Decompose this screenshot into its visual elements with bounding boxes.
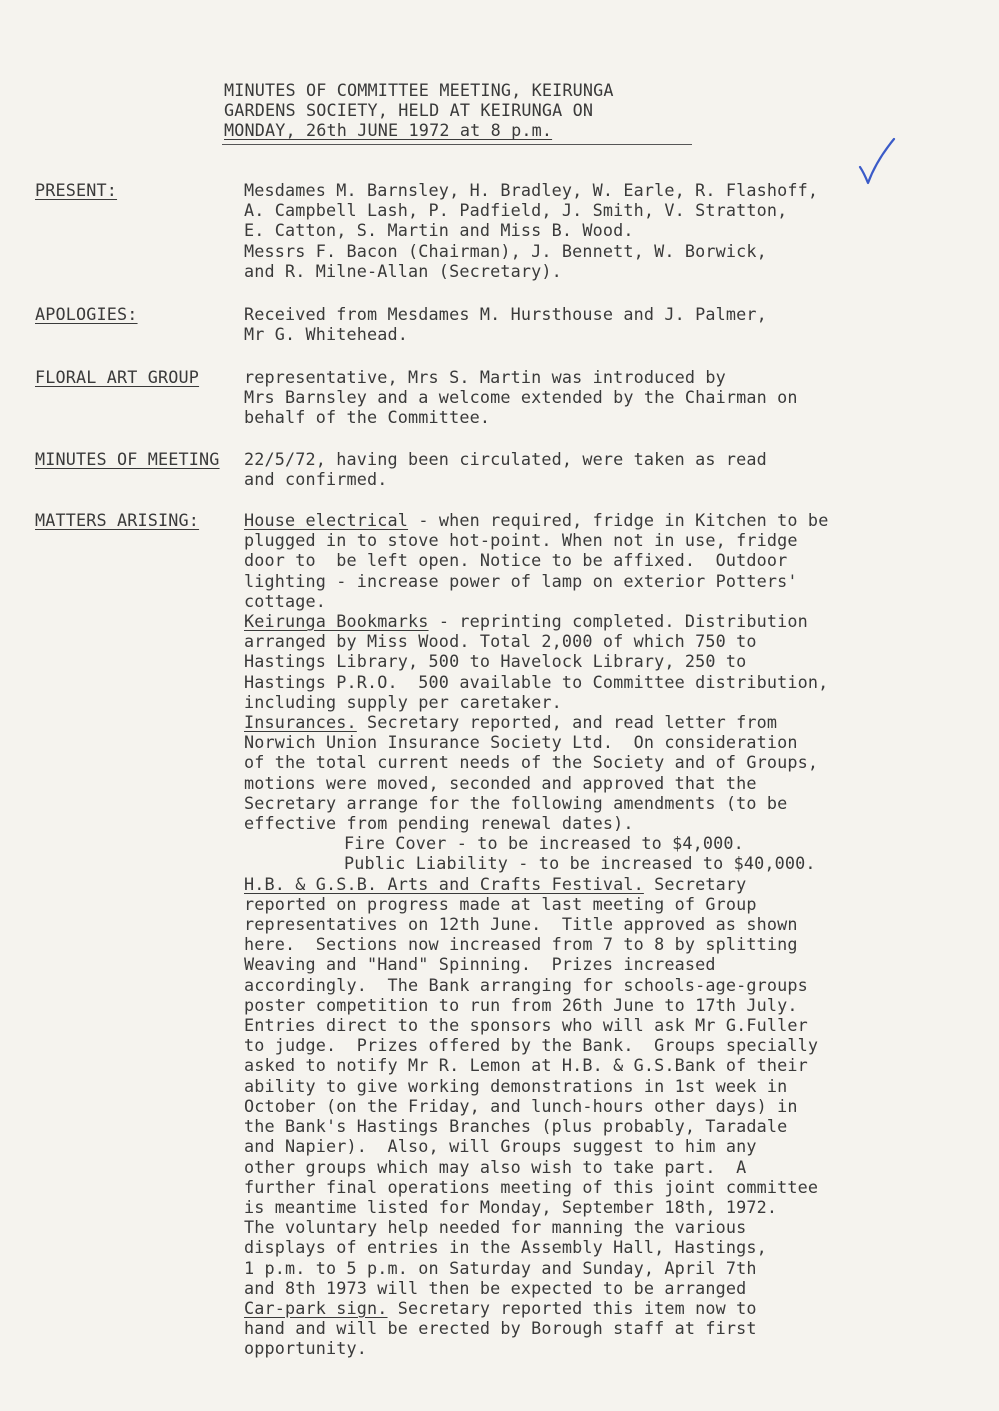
floral-art-group-section xyxy=(244,367,974,428)
fire-cover-line: Fire Cover - to be increased to $4,000. xyxy=(344,833,744,854)
bookmarks-text: - reprinting completed. Distribution xyxy=(428,611,808,632)
apologies-label: APOLOGIES: xyxy=(35,304,138,324)
minutes-of-meeting-label: MINUTES OF MEETING xyxy=(35,449,220,469)
festival-line: is meantime listed for Monday, September 18th, 1972. xyxy=(244,1196,778,1217)
apologies-line: Received from Mesdames M. Hursthouse and J. Palmer, xyxy=(244,304,767,324)
floral-art-group-label: FLORAL ART GROUP xyxy=(35,367,200,387)
festival-line xyxy=(244,874,974,894)
floral-line: behalf of the Committee. xyxy=(244,407,491,428)
present-line: Messrs F. Bacon (Chairman), J. Bennett, W. Borwick, xyxy=(244,240,767,261)
matters-arising-label: MATTERS ARISING: xyxy=(35,510,200,530)
festival-line: the Bank's Hastings Branches (plus probably, Taradale xyxy=(244,1116,788,1137)
house-line: door to be left open. Notice to be affixed. Outdoor xyxy=(244,550,788,571)
public-liability-line: Public Liability - to be increased to $40,000. xyxy=(344,853,816,874)
festival-line: other groups which may also wish to take part. A xyxy=(244,1156,747,1177)
house-electrical-line xyxy=(244,510,974,530)
festival-line: representatives on 12th June. Title approved as shown xyxy=(244,914,798,935)
festival-line: displays of entries in the Assembly Hall, Hastings, xyxy=(244,1237,767,1258)
festival-line: 1 p.m. to 5 p.m. on Saturday and Sunday, April 7th xyxy=(244,1257,757,1278)
insurances-heading: Insurances. xyxy=(244,712,357,733)
insurances-line: Norwich Union Insurance Society Ltd. On consideration xyxy=(244,732,798,753)
festival-text: Secretary xyxy=(643,873,747,894)
carpark-heading: Car-park sign. xyxy=(244,1297,388,1318)
festival-line: asked to notify Mr R. Lemon at H.B. & G.S.Bank of their xyxy=(244,1055,808,1076)
minutes-section xyxy=(244,449,974,489)
present-line: E. Catton, S. Martin and Miss B. Wood. xyxy=(244,220,634,241)
bookmarks-line: Hastings Library, 500 to Havelock Library, 250 to xyxy=(244,651,747,672)
title-line-1: MINUTES OF COMMITTEE MEETING, KEIRUNGA xyxy=(224,80,614,100)
festival-line: October (on the Friday, and lunch-hours other days) in xyxy=(244,1095,798,1116)
insurances-line: effective from pending renewal dates). xyxy=(244,813,634,834)
house-line: plugged in to stove hot-point. When not in use, fridge xyxy=(244,530,798,551)
present-line: A. Campbell Lash, P. Padfield, J. Smith, V. Stratton, xyxy=(244,200,788,221)
bookmarks-line xyxy=(244,611,974,631)
festival-heading: H.B. & G.S.B. Arts and Crafts Festival. xyxy=(244,873,644,894)
house-electrical-heading: House electrical xyxy=(244,510,409,530)
festival-line: Entries direct to the sponsors who will ask Mr G.Fuller xyxy=(244,1015,808,1036)
festival-line: ability to give working demonstrations in 1st week in xyxy=(244,1075,788,1096)
minutes-line: 22/5/72, having been circulated, were taken as read xyxy=(244,449,767,469)
festival-line: to judge. Prizes offered by the Bank. Groups specially xyxy=(244,1035,819,1056)
title-line-3: MONDAY, 26th JUNE 1972 at 8 p.m. xyxy=(224,120,553,141)
carpark-line xyxy=(244,1298,974,1318)
festival-line: poster competition to run from 26th June to 17th July. xyxy=(244,994,798,1015)
present-label: PRESENT: xyxy=(35,180,118,200)
festival-line: here. Sections now increased from 7 to 8 by splitting xyxy=(244,934,798,955)
matters-arising-section xyxy=(244,510,974,1359)
present-line: Mesdames M. Barnsley, H. Bradley, W. Earle, R. Flashoff, xyxy=(244,180,819,200)
present-line: and R. Milne-Allan (Secretary). xyxy=(244,260,562,281)
house-electrical-text: - when required, fridge in Kitchen to be xyxy=(408,510,829,530)
insurances-line: Secretary arrange for the following amendments (to be xyxy=(244,792,788,813)
house-line: lighting - increase power of lamp on exterior Potters' xyxy=(244,570,798,591)
bookmarks-line: including supply per caretaker. xyxy=(244,691,562,712)
title-line-2: GARDENS SOCIETY, HELD AT KEIRUNGA ON xyxy=(224,100,594,121)
festival-line: The voluntary help needed for manning the various xyxy=(244,1217,747,1238)
apologies-line: Mr G. Whitehead. xyxy=(244,324,409,345)
floral-line: Mrs Barnsley and a welcome extended by the Chairman on xyxy=(244,387,798,408)
insurances-line: motions were moved, seconded and approved that the xyxy=(244,772,757,793)
floral-line: representative, Mrs S. Martin was introduced by xyxy=(244,367,726,387)
festival-line: further final operations meeting of this joint committee xyxy=(244,1176,819,1197)
bookmarks-line: arranged by Miss Wood. Total 2,000 of which 750 to xyxy=(244,631,757,652)
festival-line: and 8th 1973 will then be expected to be arranged xyxy=(244,1277,747,1298)
insurances-text: Secretary reported, and read letter from xyxy=(356,712,778,733)
insurances-line: of the total current needs of the Society and of Groups, xyxy=(244,752,819,773)
carpark-line: hand and will be erected by Borough staff at first xyxy=(244,1318,757,1339)
title-underline xyxy=(222,144,692,145)
minutes-line: and confirmed. xyxy=(244,469,388,490)
festival-line: reported on progress made at last meeting of Group xyxy=(244,893,757,914)
festival-line: and Napier). Also, will Groups suggest to him any xyxy=(244,1136,757,1157)
house-line: cottage. xyxy=(244,590,327,611)
festival-line: Weaving and "Hand" Spinning. Prizes increased xyxy=(244,954,716,975)
document-title xyxy=(224,80,694,141)
carpark-text: Secretary reported this item now to xyxy=(387,1297,757,1318)
festival-line: accordingly. The Bank arranging for schools-age-groups xyxy=(244,974,808,995)
bookmarks-heading: Keirunga Bookmarks xyxy=(244,611,429,632)
bookmarks-line: Hastings P.R.O. 500 available to Committee distribution, xyxy=(244,671,829,692)
carpark-line: opportunity. xyxy=(244,1338,368,1359)
insurances-line xyxy=(244,712,974,732)
apologies-section xyxy=(244,304,974,344)
present-section xyxy=(244,180,974,281)
